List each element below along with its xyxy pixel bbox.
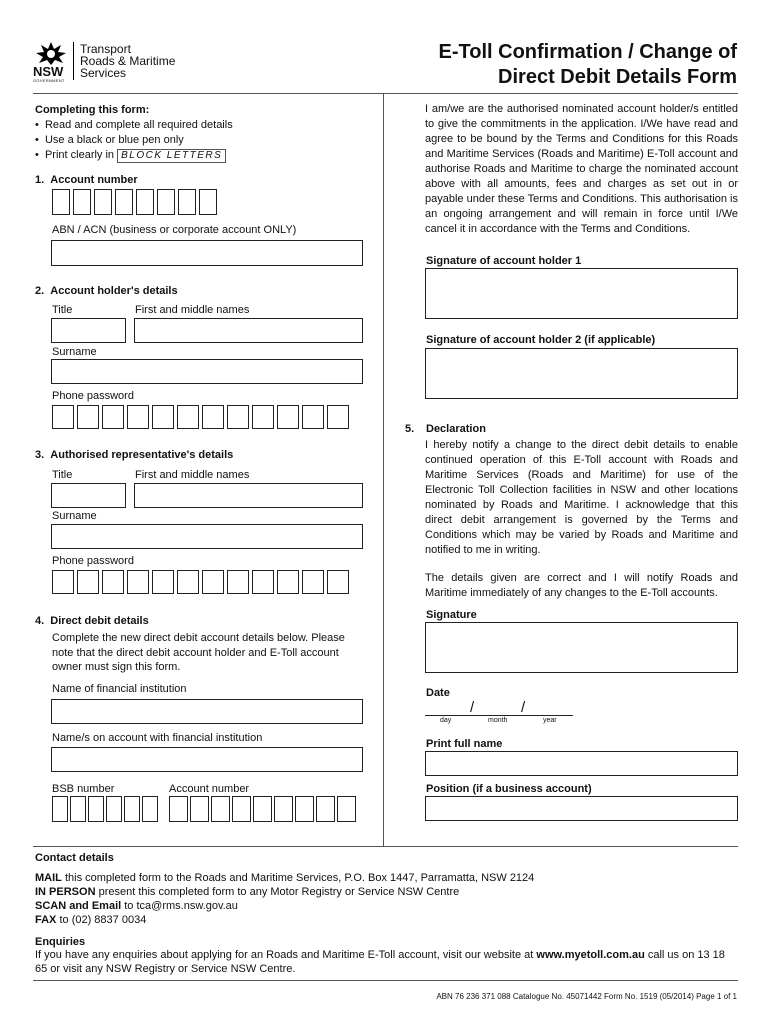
contact-scan-email: SCAN and Email to tca@rms.nsw.gov.au bbox=[35, 900, 238, 912]
rep-surname-input[interactable] bbox=[51, 524, 363, 549]
rep-names-label: First and middle names bbox=[135, 469, 250, 481]
account-number-cell[interactable] bbox=[136, 189, 154, 215]
website-link[interactable]: www.myetoll.com.au bbox=[536, 949, 645, 961]
bsb-cell[interactable] bbox=[106, 796, 122, 822]
phone-password-cell[interactable] bbox=[252, 405, 274, 429]
abn-input[interactable] bbox=[51, 240, 363, 266]
contact-heading: Contact details bbox=[35, 852, 114, 864]
logo-transport: Transport bbox=[80, 42, 131, 56]
phone-password-cell[interactable] bbox=[202, 405, 224, 429]
holder-phone-label: Phone password bbox=[52, 390, 134, 402]
holder-surname-label: Surname bbox=[52, 346, 97, 358]
abn-label: ABN / ACN (business or corporate account ONLY) bbox=[52, 224, 297, 236]
logo-roads-maritime: Roads & Maritime bbox=[80, 54, 176, 68]
bsb-cell[interactable] bbox=[70, 796, 86, 822]
rep-names-input[interactable] bbox=[134, 483, 363, 508]
debit-account-cell[interactable] bbox=[190, 796, 209, 822]
rep-phone-cells bbox=[52, 570, 352, 594]
holder-names-label: First and middle names bbox=[135, 304, 250, 316]
form-title bbox=[439, 40, 738, 90]
phone-password-cell[interactable] bbox=[277, 405, 299, 429]
enquiries-heading: Enquiries bbox=[35, 936, 86, 948]
debit-account-cell[interactable] bbox=[274, 796, 293, 822]
bsb-cells bbox=[52, 796, 160, 822]
phone-password-cell[interactable] bbox=[327, 570, 349, 594]
sig2-input[interactable] bbox=[425, 348, 738, 399]
logo-nsw: NSW bbox=[33, 64, 64, 79]
account-number-cells bbox=[52, 189, 220, 215]
phone-password-cell[interactable] bbox=[302, 405, 324, 429]
bsb-cell[interactable] bbox=[52, 796, 68, 822]
footer-rule bbox=[33, 980, 738, 981]
date-month-caption: month bbox=[488, 717, 508, 724]
section4-heading: 4. Direct debit details bbox=[35, 615, 149, 627]
header-rule bbox=[33, 93, 738, 94]
account-number-cell[interactable] bbox=[178, 189, 196, 215]
section2-heading: 2. Account holder's details bbox=[35, 285, 178, 297]
rep-title-input[interactable] bbox=[51, 483, 126, 508]
account-names-label: Name/s on account with financial institution bbox=[52, 732, 263, 744]
account-number-cell[interactable] bbox=[94, 189, 112, 215]
phone-password-cell[interactable] bbox=[102, 570, 124, 594]
form-title-line1: E-Toll Confirmation / Change of bbox=[438, 41, 737, 63]
sig1-input[interactable] bbox=[425, 268, 738, 319]
date-separator: / bbox=[521, 699, 526, 716]
form-title-line2: Direct Debit Details Form bbox=[498, 66, 737, 88]
rep-surname-label: Surname bbox=[52, 510, 97, 522]
waratah-icon bbox=[33, 40, 69, 66]
account-number-cell[interactable] bbox=[115, 189, 133, 215]
phone-password-cell[interactable] bbox=[277, 570, 299, 594]
debit-account-cell[interactable] bbox=[211, 796, 230, 822]
bsb-cell[interactable] bbox=[142, 796, 158, 822]
account-number-cell[interactable] bbox=[199, 189, 217, 215]
phone-password-cell[interactable] bbox=[152, 570, 174, 594]
instruction-1: • Read and complete all required details bbox=[35, 119, 233, 131]
logo-services: Services bbox=[80, 66, 127, 80]
section3-heading: 3. Authorised representative's details bbox=[35, 449, 234, 461]
phone-password-cell[interactable] bbox=[52, 570, 74, 594]
phone-password-cell[interactable] bbox=[127, 405, 149, 429]
debit-account-cell[interactable] bbox=[295, 796, 314, 822]
logo-divider bbox=[73, 42, 74, 80]
holder-phone-cells bbox=[52, 405, 352, 429]
sig2-label: Signature of account holder 2 (if applicable) bbox=[426, 334, 656, 346]
section4-intro: Complete the new direct debit account details below. Please note that the direct debit account holder and E-Toll account owner must sign this form. bbox=[52, 632, 345, 673]
bsb-cell[interactable] bbox=[88, 796, 104, 822]
declaration-heading: Declaration bbox=[426, 423, 486, 435]
phone-password-cell[interactable] bbox=[52, 405, 74, 429]
debit-account-cells bbox=[169, 796, 358, 822]
section1-heading: 1. Account number bbox=[35, 174, 138, 186]
signature-label: Signature bbox=[426, 609, 477, 621]
instructions-heading: Completing this form: bbox=[35, 104, 150, 116]
phone-password-cell[interactable] bbox=[177, 405, 199, 429]
date-label: Date bbox=[426, 687, 450, 699]
institution-input[interactable] bbox=[51, 699, 363, 724]
phone-password-cell[interactable] bbox=[177, 570, 199, 594]
print-name-input[interactable] bbox=[425, 751, 738, 776]
position-input[interactable] bbox=[425, 796, 738, 821]
contact-fax: FAX to (02) 8837 0034 bbox=[35, 914, 147, 926]
date-input[interactable] bbox=[425, 700, 573, 728]
block-letters-sample: BLOCK LETTERS bbox=[117, 149, 226, 163]
declaration-number: 5. bbox=[405, 423, 415, 435]
phone-password-cell[interactable] bbox=[77, 570, 99, 594]
declaration-text: I hereby notify a change to the direct debit details to enable continued operation of this E-Toll account with Roads and Maritime Services (Roads and Maritime) for use of the Electronic Toll Collection facilities in NSW and other locations nominated by Roads and Maritime. I acknowledge that this direct debit arrangement is governed by the Terms and Conditions which may be varied by Roads and Maritime and notified to me in writing. bbox=[425, 439, 738, 556]
date-year-caption: year bbox=[543, 717, 557, 724]
signature-input[interactable] bbox=[425, 622, 738, 673]
instruction-3: • Print clearly in BLOCK LETTERS bbox=[35, 148, 226, 163]
account-number-cell[interactable] bbox=[157, 189, 175, 215]
date-day-caption: day bbox=[440, 717, 452, 724]
enquiries-text: If you have any enquiries about applying for an Roads and Maritime E-Toll account, visit our website at www.myetoll.com.au call us on 13 18 65 or visit any NSW Registry or Service NSW Centre. bbox=[35, 949, 725, 975]
debit-account-cell[interactable] bbox=[253, 796, 272, 822]
holder-surname-input[interactable] bbox=[51, 359, 363, 384]
phone-password-cell[interactable] bbox=[102, 405, 124, 429]
date-separator: / bbox=[470, 699, 475, 716]
authorisation-text: I am/we are the authorised nominated account holder/s entitled to give the commitments in the application. I/We have read and agree to be bound by the Terms and Conditions for this Roads and Maritime Services (Roads and Maritime) E-Toll account and authorise Roads and Maritime to charge the nominated account above with all amounts, fees and charges as set out in or payable under these Terms and Conditions. This authorisation is an ongoing arrangement and will remain in force until I/We cancel it in accordance with the Terms and Conditions. bbox=[425, 103, 738, 235]
column-divider bbox=[383, 94, 384, 846]
debit-account-label: Account number bbox=[169, 783, 250, 795]
contact-mail: MAIL this completed form to the Roads and Maritime Services, P.O. Box 1447, Parramatta, NSW 2124 bbox=[35, 872, 535, 884]
instruction-2: • Use a black or blue pen only bbox=[35, 134, 184, 146]
debit-account-cell[interactable] bbox=[316, 796, 335, 822]
bsb-label: BSB number bbox=[52, 783, 115, 795]
logo-government: GOVERNMENT bbox=[33, 78, 65, 83]
phone-password-cell[interactable] bbox=[127, 570, 149, 594]
phone-password-cell[interactable] bbox=[202, 570, 224, 594]
contact-in-person: IN PERSON present this completed form to any Motor Registry or Service NSW Centre bbox=[35, 886, 460, 898]
holder-title-input[interactable] bbox=[51, 318, 126, 343]
phone-password-cell[interactable] bbox=[227, 570, 249, 594]
holder-title-label: Title bbox=[52, 304, 73, 316]
position-label: Position (if a business account) bbox=[426, 783, 592, 795]
rep-title-label: Title bbox=[52, 469, 73, 481]
footer-text: ABN 76 236 371 088 Catalogue No. 45071442 Form No. 1519 (05/2014) Page 1 of 1 bbox=[436, 992, 737, 1001]
debit-account-cell[interactable] bbox=[337, 796, 356, 822]
date-underline bbox=[425, 715, 573, 716]
declaration-confirm-text: The details given are correct and I will notify Roads and Maritime immediately of any changes to the E-Toll accounts. bbox=[425, 572, 738, 599]
phone-password-cell[interactable] bbox=[302, 570, 324, 594]
holder-names-input[interactable] bbox=[134, 318, 363, 343]
rep-phone-label: Phone password bbox=[52, 555, 134, 567]
nsw-logo bbox=[33, 40, 183, 82]
phone-password-cell[interactable] bbox=[77, 405, 99, 429]
phone-password-cell[interactable] bbox=[327, 405, 349, 429]
phone-password-cell[interactable] bbox=[152, 405, 174, 429]
institution-label: Name of financial institution bbox=[52, 683, 187, 695]
sig1-label: Signature of account holder 1 bbox=[426, 255, 582, 267]
contact-rule bbox=[33, 846, 738, 847]
debit-account-cell[interactable] bbox=[232, 796, 251, 822]
account-number-cell[interactable] bbox=[73, 189, 91, 215]
account-names-input[interactable] bbox=[51, 747, 363, 772]
phone-password-cell[interactable] bbox=[252, 570, 274, 594]
debit-account-cell[interactable] bbox=[169, 796, 188, 822]
print-name-label: Print full name bbox=[426, 738, 503, 750]
bsb-cell[interactable] bbox=[124, 796, 140, 822]
account-number-cell[interactable] bbox=[52, 189, 70, 215]
phone-password-cell[interactable] bbox=[227, 405, 249, 429]
